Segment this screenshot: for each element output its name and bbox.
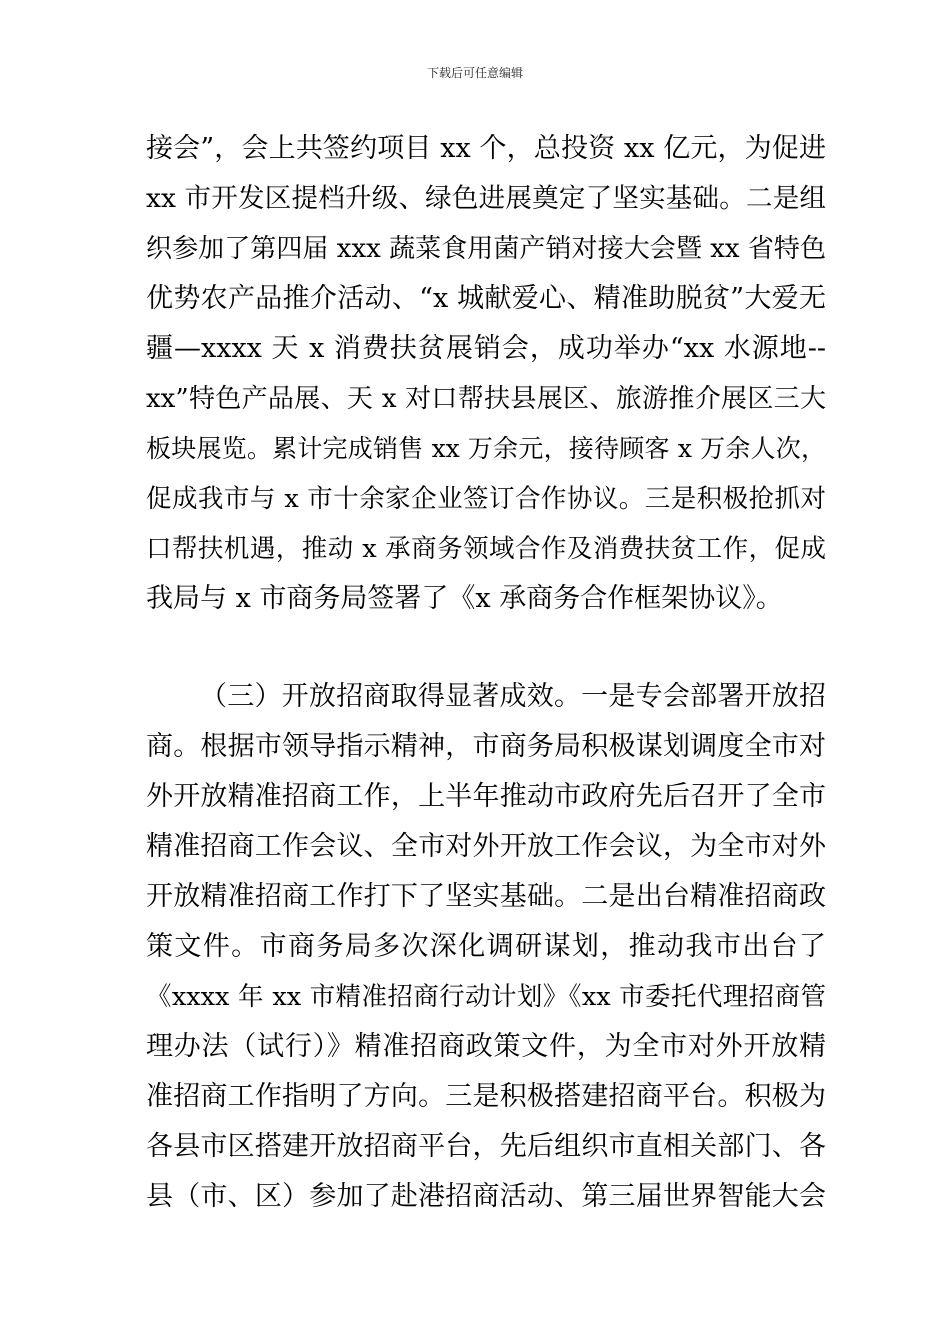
- text-line: 优势农产品推介活动、“x 城献爱心、精准助脱贫”大爱无: [146, 283, 826, 314]
- text-line: 《xxxx 年 xx 市精准招商行动计划》《xx 市委托代理招商管: [146, 982, 826, 1012]
- text-line: 准招商工作指明了方向。三是积极搭建招商平台。积极为: [146, 1081, 826, 1112]
- text-line: 织参加了第四届 xxx 蔬菜食用菌产销对接大会暨 xx 省特色: [146, 234, 826, 264]
- section-heading-line: （三）开放招商取得显著成效。一是专会部署开放招: [200, 681, 826, 712]
- text-line: 疆—xxxx 天 x 消费扶贫展销会，成功举办“xx 水源地--: [146, 333, 826, 364]
- paragraph-1: [146, 124, 826, 624]
- text-line: xx 市开发区提档升级、绿色进展奠定了坚实基础。二是组: [146, 183, 826, 214]
- paragraph-2: [146, 672, 826, 1222]
- text-line: 商。根据市领导指示精神，市商务局积极谋划调度全市对: [146, 731, 826, 762]
- text-line: 促成我市与 x 市十余家企业签订合作协议。三是积极抢抓对: [146, 484, 826, 514]
- text-line: 精准招商工作会议、全市对外开放工作会议，为全市对外: [146, 831, 826, 862]
- text-line: 我局与 x 市商务局签署了《x 承商务合作框架协议》。: [146, 583, 783, 614]
- text-line: 板块展览。累计完成销售 xx 万余元，接待顾客 x 万余人次，: [146, 434, 826, 463]
- text-line: 开放精准招商工作打下了坚实基础。二是出台精准招商政: [146, 881, 826, 912]
- text-line: 理办法（试行）》精准招商政策文件，为全市对外开放精: [146, 1031, 826, 1062]
- page-header: 下载后可任意编辑: [426, 66, 523, 80]
- text-line: xx”特色产品展、天 x 对口帮扶县展区、旅游推介展区三大: [146, 384, 826, 414]
- text-line: 县（市、区）参加了赴港招商活动、第三届世界智能大会: [146, 1181, 826, 1212]
- text-line: 接会”，会上共签约项目 xx 个，总投资 xx 亿元，为促进: [146, 133, 826, 164]
- text-line: 口帮扶机遇，推动 x 承商务领域合作及消费扶贫工作，促成: [146, 534, 826, 564]
- text-line: 策文件。市商务局多次深化调研谋划，推动我市出台了: [146, 931, 826, 962]
- text-line: 各县市区搭建开放招商平台，先后组织市直相关部门、各: [146, 1131, 826, 1162]
- text-line: 外开放精准招商工作，上半年推动市政府先后召开了全市: [146, 781, 826, 812]
